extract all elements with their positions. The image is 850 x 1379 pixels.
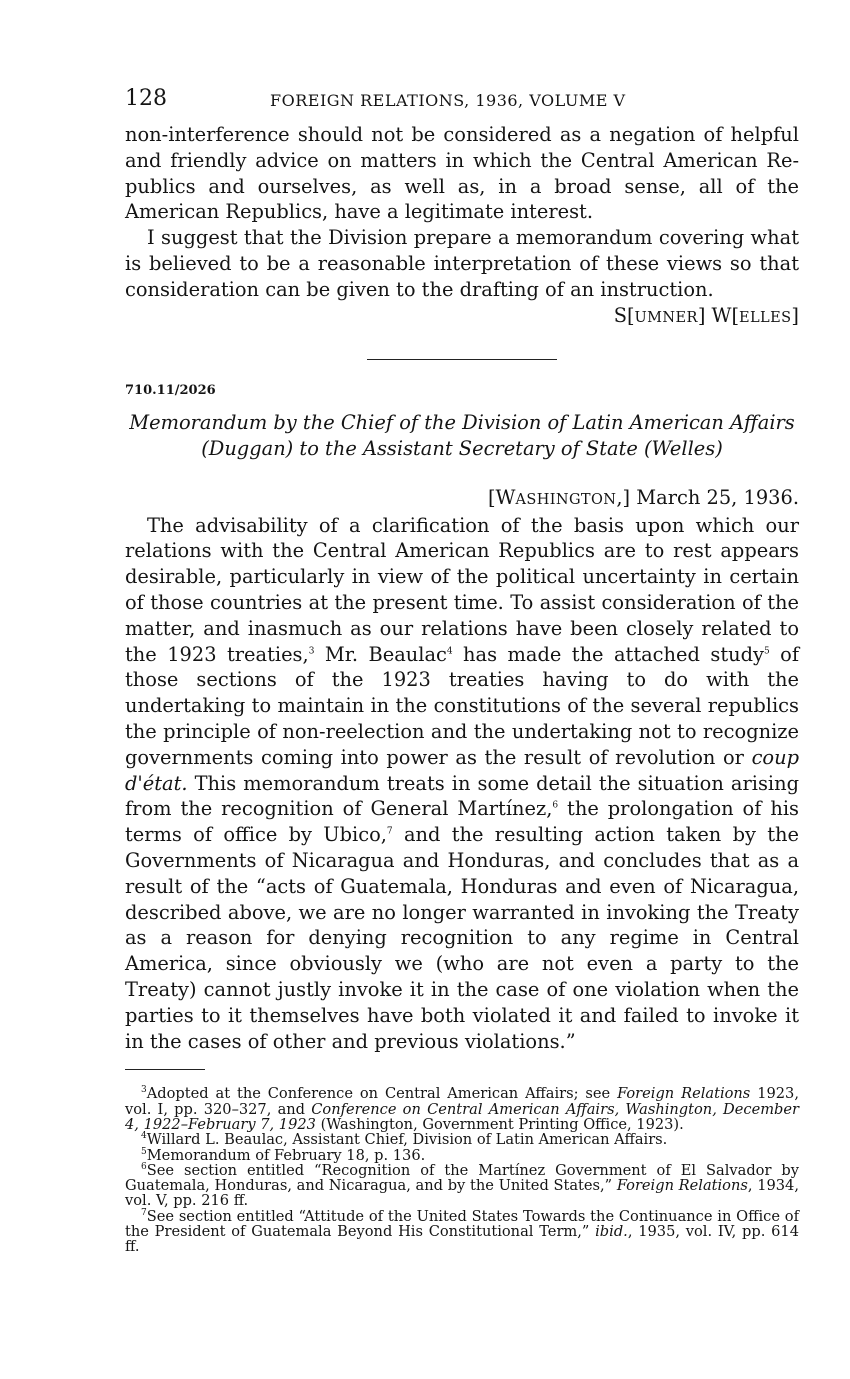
footnote-mark: 5 [141, 1146, 147, 1157]
signature-part: S[ [613, 303, 635, 327]
body-text: the prolongation of his terms of office by Ubico, [125, 797, 799, 847]
document-title [125, 410, 799, 462]
footnote-italic: Foreign Relations [616, 1177, 748, 1195]
footnote-mark: 6 [141, 1161, 147, 1172]
footnote-text: 1923, vol. I, pp. 320–327, and [125, 1085, 799, 1118]
footnote-text: See section entitled “Recognition of the Martínez Government of El Salvador by Guatemala, Honduras, and Nicaragua, and by the United States,” [125, 1161, 799, 1195]
title-line-2: (Duggan) to the Assistant Secretary of State (Welles) [201, 436, 723, 460]
footnote-rule [125, 1069, 205, 1070]
signature [125, 303, 799, 331]
body-text: and the resulting action taken by the Governments of Nicaragua and Honduras, and concludes that as a result of the “acts of Guatemala, Honduras and even of Nicaragua, described above, we are no longer warranted in invoking the Treaty as a reason for denying recognition to any regime in Central America, since obviously we (who are not even a party to the Treaty) cannot justly invoke it in the case of one violation when the parties to it themselves have both violated it and failed to invoke it in the cases of other and previous violations.” [125, 823, 799, 1053]
footnote-italic: Foreign Relations [617, 1085, 751, 1103]
footnote-mark: 3 [141, 1085, 147, 1096]
footnote-ref[interactable]: 6 [552, 800, 559, 811]
memorandum-body [125, 513, 799, 1055]
body-text: has made the attached study [452, 642, 764, 666]
footnote-text: See section entitled “Attitude of the United States Towards the Continuance in Office of the President of Guatemala Beyond His Constitutional Term,” [125, 1207, 799, 1240]
footnote-4 [125, 1132, 799, 1147]
footnote-text: Adopted at the Conference on Central American Affairs; see [146, 1085, 618, 1103]
dateline-part: [W [487, 485, 516, 509]
signature-part: ] [791, 303, 799, 327]
page-number: 128 [125, 86, 167, 111]
body-text: Mr. Beaulac [314, 642, 447, 666]
dateline-part: ,] March 25, 1936. [616, 485, 799, 509]
footnote-text: Memorandum of February 18, p. 136. [146, 1146, 426, 1164]
footnote-ref[interactable]: 7 [386, 826, 393, 837]
title-line-1: Memorandum by the Chief of the Division of Latin American Affairs [129, 410, 795, 434]
footnote-7 [125, 1209, 799, 1255]
footnote-ref[interactable]: 5 [763, 646, 770, 657]
footnote-ref[interactable]: 4 [446, 646, 453, 657]
suggestion-paragraph: I suggest that the Division prepare a memorandum covering what is believed to be a reasonable interpretation of these views so that consideration can be given to the drafting of an instruction. [125, 226, 799, 301]
body-text: This memorandum treats in some detail the situation arising from the recognition of General Martínez, [125, 771, 799, 821]
running-title: FOREIGN RELATIONS, 1936, VOLUME V [270, 91, 626, 110]
body-italic: coup d'état. [125, 745, 799, 795]
footnote-mark: 4 [141, 1131, 147, 1142]
section-divider [367, 359, 557, 360]
footnote-6 [125, 1163, 799, 1209]
footnote-3 [125, 1086, 799, 1132]
signature-part: UMNER [634, 309, 698, 326]
footnote-mark: 7 [141, 1207, 147, 1218]
dateline-part: ASHINGTON [515, 491, 617, 508]
footnote-italic: ibid. [595, 1222, 628, 1240]
file-number: 710.11/2026 [125, 382, 216, 398]
continuation-paragraph: non-interference should not be considered as a negation of helpful and friendly advice on matters in which the Central American Re-publics and ourselves, as well as, in a broad sense, all of the American Republics, have a legitimate interest. [125, 123, 799, 224]
footnote-text: , 1934, vol. V, pp. 216 ff. [125, 1177, 799, 1210]
body-text: The advisability of a clarification of the basis upon which our relations with the Central American Republics are to rest appears desirable, particularly in view of the political uncertainty in certain of those countries at the present time. To assist consideration of the matter, and inasmuch as our relations have been closely related to the 1923 treaties, [125, 513, 799, 666]
footnote-text: , 1935, vol. IV, pp. 614 ff. [125, 1222, 799, 1256]
footnotes [125, 1086, 799, 1254]
footnote-text: (Washington, Government Printing Office, 1923). [315, 1115, 684, 1133]
signature-part: ELLES [739, 309, 792, 326]
document-page [125, 86, 799, 1255]
body-text: of those sections of the 1923 treaties having to do with the undertaking to maintain in the constitutions of the several republics the principle of non-reelection and the undertaking not to recognize governments coming into power as the result of revolution or [125, 642, 799, 769]
dateline [125, 485, 799, 513]
signature-part: ] W[ [697, 303, 740, 327]
footnote-ref[interactable]: 3 [308, 646, 315, 657]
footnote-italic: Conference on Central American Affairs, Washington, December 4, 1922–February 7, 1923 [125, 1100, 799, 1133]
footnote-5 [125, 1148, 799, 1163]
page-header [125, 86, 799, 112]
footnote-text: Willard L. Beaulac, Assistant Chief, Division of Latin American Affairs. [146, 1131, 668, 1149]
